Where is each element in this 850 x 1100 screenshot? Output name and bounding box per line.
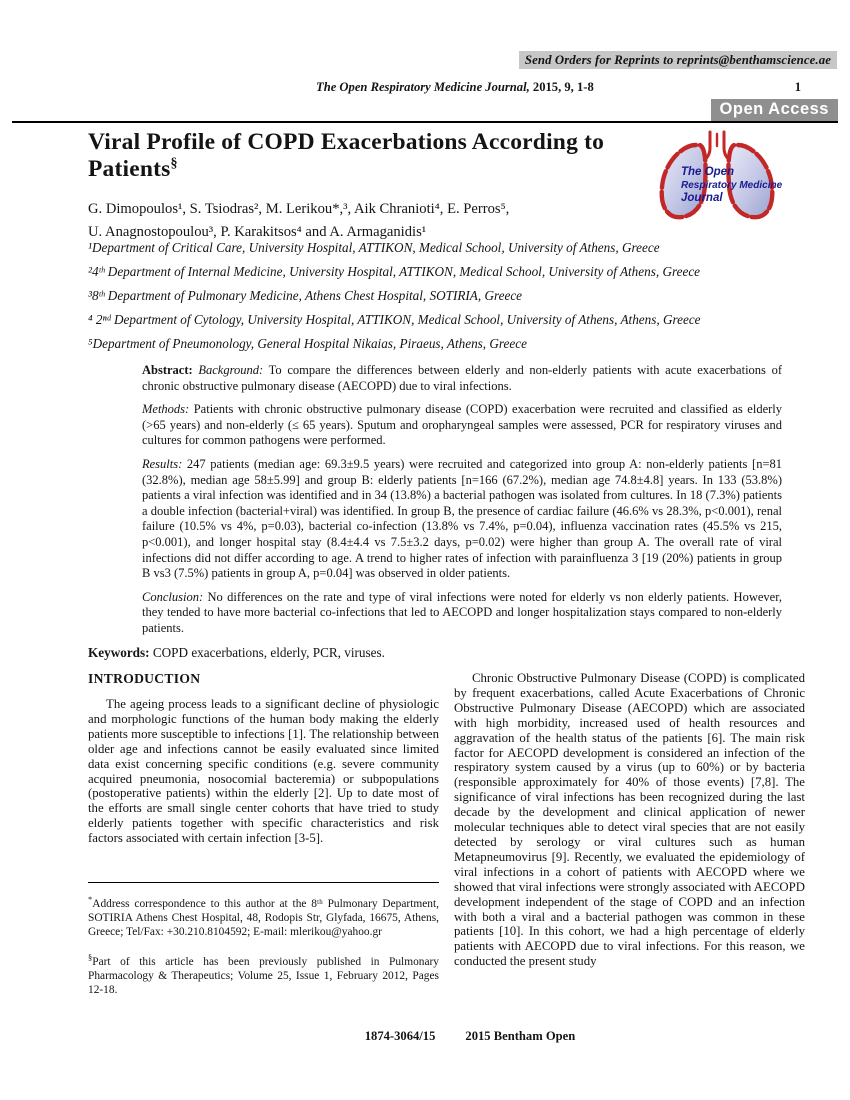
keywords-line: [88, 645, 804, 661]
title-footnote-marker: §: [170, 156, 178, 172]
page-footer: [45, 1029, 850, 1044]
keywords-text: COPD exacerbations, elderly, PCR, viruses.: [152, 645, 385, 660]
abstract-conclusion: Conclusion: No differences on the rate and type of viral infections were noted for elderly vs non elderly patients. However, they tended to have more bacterial co-infections that led to AECOPD and longer hospitalization stays compared to non-elderly patients.: [142, 589, 782, 635]
logo-text-line3: Journal: [681, 192, 723, 204]
journal-issue: 2015, 9, 1-8: [529, 80, 594, 94]
article-title: [88, 129, 663, 183]
body-columns: [88, 671, 805, 1008]
authors-line-2: U. Anagnostopoulou³, P. Karakitsos⁴ and A. Armaganidis¹: [88, 224, 427, 241]
abstract-results: Results: 247 patients (median age: 69.3±9.5 years) were recruited and categorized into group A: non-elderly patients [n=81 (32.8%), median age 58±5.99] and group B: elderly patients [n=166 (67.2%), median age 74.8±4.8] years. In 133 (53.8%) patients a viral infection was identified and in 34 (13.8%) a bacterial pathogen was isolated from cultures. In 18 (7.3%) patients a double infection (bacterial+viral) was identified. In group B, the presence of cardiac failure (46.6% vs 28.3%, p<0.001), renal failure (10.5% vs 4%, p=0.03), bacterial co-infection (13.8% vs 7.4%, p=0.04), influenza vaccination rates (45.5% vs 215, p<0.001), and longer hospital stay (8.4±4.4 vs 7.5±3.2 days, p=0.02) were higher than group A. The overall rate of viral infections did not differ according to age. A trend to higher rates of infection with parainfluenza 3 [19 (20%) patients in group B vs3 (7.5%) patients in group A, p=0.04] was observed in older patients.: [142, 456, 782, 581]
introduction-heading: INTRODUCTION: [88, 671, 201, 686]
right-column: [454, 671, 805, 1008]
author-list: [88, 198, 663, 245]
journal-header-row: [88, 80, 804, 98]
footnotes: [88, 882, 439, 1008]
open-access-badge: Open Access: [711, 99, 838, 121]
affiliation-2: ²4ᵗʰ Department of Internal Medicine, University Hospital, ATTIKON, Medical School, University of Athens, Greece: [88, 264, 701, 279]
authors-line-1: G. Dimopoulos¹, S. Tsiodras², M. Lerikou*,³, Aik Chranioti⁴, E. Perros⁵,: [88, 201, 510, 218]
prior-publication-footnote: §Part of this article has been previously published in Pulmonary Pharmacology & Therapeutics; Volume 25, Issue 1, February 2012, Pages 12-18.: [88, 952, 439, 996]
issn: 1874-3064/15: [364, 1029, 436, 1043]
prior-publication-marker: §: [88, 952, 93, 963]
introduction-paragraph: The ageing process leads to a significant decline of physiologic and morphologic functions of the human body making the elderly patients more susceptible to infections [1]. The relationship between older age and infections cannot be easily evaluated since limited data exist concerning specific conditions (e.g. severe community acquired pneumonia, nosocomial bacteremia) or subpopulations (postoperative patients) within the elderly [2]. Up to date most of the efforts are small single center cohorts that have tried to study elderly patients together with specific characteristics and risk factors associated with certain infection [3-5].: [88, 697, 439, 846]
correspondence-footnote: *Address correspondence to this author at the 8ᵗʰ Pulmonary Department, SOTIRIA Athens Chest Hospital, 48, Rodopis Str, Glyfada, 16675, Athens, Greece; Tel/Fax: +30.210.8104592; E-mail: mlerikou@yahoo.gr: [88, 894, 439, 939]
affiliation-4: ⁴ 2ⁿᵈ Department of Cytology, University Hospital, ATTIKON, Medical School, University of Athens, Athens, Greece: [88, 312, 701, 327]
affiliation-5: ⁵Department of Pneumonology, General Hospital Nikaias, Piraeus, Athens, Greece: [88, 336, 527, 351]
title-block: [88, 129, 663, 245]
affiliation-3: ³8ᵗʰ Department of Pulmonary Medicine, Athens Chest Hospital, SOTIRIA, Greece: [88, 288, 523, 303]
right-column-paragraph: Chronic Obstructive Pulmonary Disease (COPD) is complicated by frequent exacerbations, called Acute Exacerbations of Chronic Obstructive Pulmonary Disease (AECOPD) which are associated with high morbidity, increased used of health resources and aggravation of the health status of the patients [6]. The main risk factor for AECOPD development is considered an infection of the respiratory system caused by a virus (up to 60%) or by bacteria (responsible approximately for 40% of those events) [7,8]. The significance of viral infections has been recognized during the last decade by the development and clinical application of newer molecular techniques able to detect viral species that are not easily detected by serology or viral cultures such as human Metapneumovirus [9]. Recently, we evaluated the epidemiology of viral infections in a cohort of patients with AECOPD where we showed that viral infections were strongly associated with AECOPD development independent of the stage of COPD and an infection with both a viral and a bacterial pathogen was common in these patients [10]. In this cohort, we had a high percentage of elderly patients with AECOPD due to viral infections. For this reason, we conducted the present study: [454, 671, 805, 969]
logo-text-line2: Respiratory Medicine: [681, 180, 783, 191]
journal-name: The Open Respiratory Medicine Journal,: [316, 80, 530, 94]
affiliations: [88, 241, 810, 361]
reprint-notice: Send Orders for Reprints to reprints@benthamscience.ae: [519, 51, 837, 69]
abstract-methods: Methods: Patients with chronic obstructive pulmonary disease (COPD) exacerbation were recruited and classified as elderly (>65 years) and non-elderly (≤ 65 years). Sputum and oropharyngeal samples were assessed, PCR for respiratory viruses and cultures for common pathogens were performed.: [142, 402, 783, 448]
left-column: [88, 671, 439, 1008]
logo-text-line1: The Open: [681, 166, 735, 178]
abstract-heading: Abstract:: [142, 363, 193, 377]
abstract-background: Abstract: Background: To compare the differences between elderly and non-elderly patients with acute exacerbations of chronic obstructive pulmonary disease (AECOPD) due to viral infections.: [142, 363, 783, 393]
lungs-icon: [651, 130, 783, 226]
journal-reference: [316, 80, 594, 95]
correspondence-marker: *: [88, 894, 93, 905]
introduction-section: [88, 671, 439, 846]
page-number: 1: [794, 80, 801, 94]
copyright: 2015 Bentham Open: [465, 1029, 576, 1043]
header-divider: [12, 121, 838, 123]
affiliation-1: ¹Department of Critical Care, University Hospital, ATTIKON, Medical School, University of Athens, Greece: [88, 240, 660, 255]
keywords-label: Keywords:: [88, 645, 150, 660]
abstract: [142, 363, 782, 645]
reprint-banner-row: [519, 51, 837, 69]
journal-logo: [651, 130, 783, 226]
article-title-text: Viral Profile of COPD Exacerbations According to Patients: [88, 129, 605, 183]
